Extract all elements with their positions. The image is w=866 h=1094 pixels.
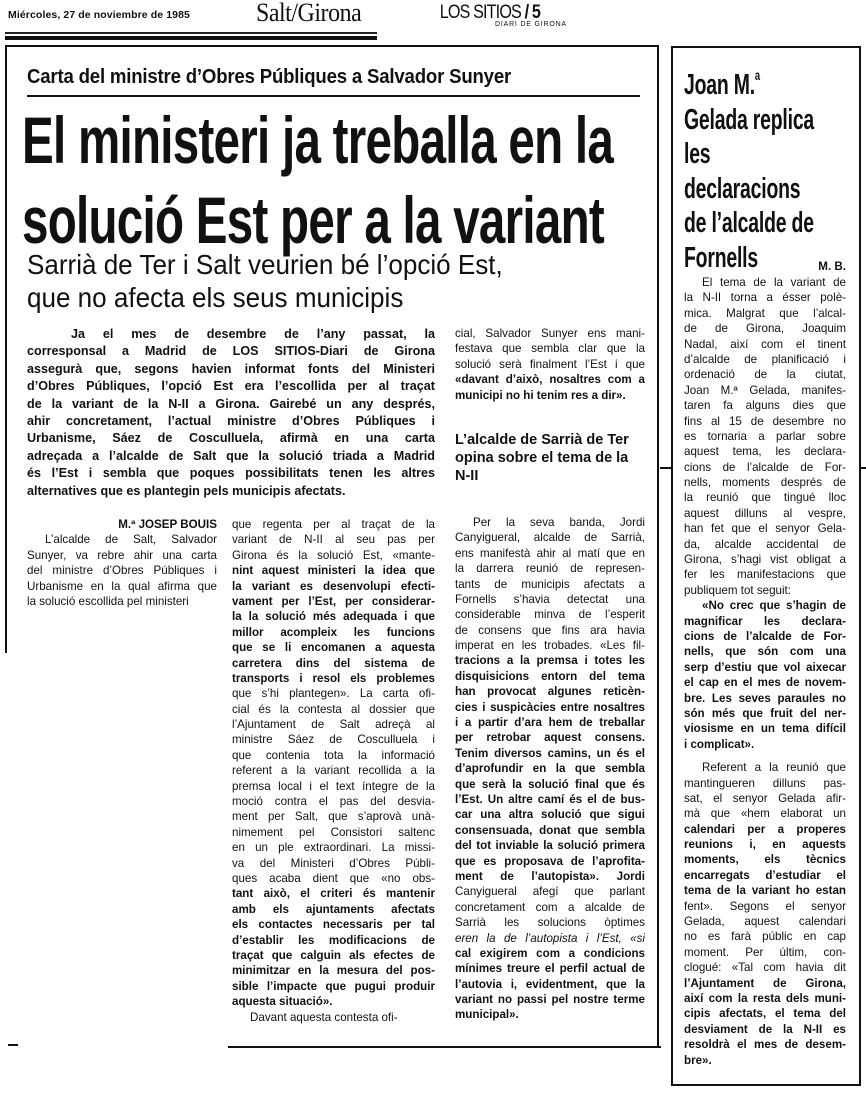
column-3-body: [455, 515, 645, 1023]
article-byline: M.ª JOSEP BOUIS: [118, 518, 217, 531]
headline-line: solució Est per a la variant: [22, 183, 604, 257]
sidebar-body-line: taren fa alguns dies que: [684, 399, 846, 413]
masthead-rule-thick: [5, 36, 377, 40]
sidebar-byline: M. B.: [818, 260, 846, 273]
newspaper-subtitle: DIARI DE GIRONA: [495, 21, 567, 28]
subheadline-line: Sarrià de Ter i Salt veurien bé l’opció Est,: [27, 249, 503, 280]
body-line: els contactes necessaris per tal: [232, 918, 435, 932]
body-line: de consens que fins ara havia: [455, 623, 645, 637]
sidebar-body-line: aquest dilluns al vespre,: [684, 506, 846, 520]
sidebar-body-line: són més que fruit del ner-: [684, 706, 846, 720]
publication-date: Miércoles, 27 de noviembre de 1985: [8, 9, 190, 21]
body-line: minimitzar en la mesura del pos-: [232, 964, 435, 978]
article-kicker: Carta del ministre d’Obres Públiques a Salvador Sunyer: [27, 66, 512, 88]
lead-line: Urbanisme, Sáez de Cosculluela, afirmà en una carta: [27, 431, 435, 446]
body-line: ment per Salt, que s’aprovà unà-: [232, 810, 435, 824]
sidebar-body-line: la reunió que tingué lloc: [684, 491, 846, 505]
sidebar-body-line: Joan M.ª Gelada, manifes-: [684, 383, 846, 397]
body-line: variant de N-II al seu pas per: [232, 533, 435, 547]
sidebar-headline-line: Fornells: [684, 241, 758, 274]
sidebar-body-line: així com la resta dels muni-: [684, 991, 846, 1005]
body-line: Girona és la solució Est, «mante-: [232, 548, 435, 562]
sidebar-body-line: desviament de la N-II es: [684, 1022, 846, 1036]
body-line: Sunyer, va rebre ahir una carta: [27, 548, 217, 562]
body-line: Davant aquesta contesta ofi-: [250, 1010, 398, 1024]
newspaper-title: LOS SITIOS: [439, 2, 521, 23]
lead-line: Ja el mes de desembre de l’any passat, la: [71, 327, 435, 341]
sidebar-body-line: reunions i, en aquests: [684, 838, 846, 852]
body-line: han provocat algunes reticèn-: [455, 685, 645, 699]
body-line: tant això, el criteri és mantenir: [232, 887, 435, 901]
article-headline: [22, 100, 614, 260]
sidebar-body-line: cipis afectats, el tema del: [684, 1007, 846, 1021]
body-line: eren la de l’autopista i l’Est, «si: [455, 931, 645, 945]
article-lead: [27, 326, 435, 500]
sidebar-body-line: el cap en el mes de novem-: [684, 676, 846, 690]
body-line: concretament com a alcalde de: [455, 900, 645, 914]
sidebar-body-line: ordenació de la ciutat,: [684, 368, 846, 382]
sidebar-body-line: l’Ajuntament de Girona,: [684, 976, 846, 990]
kicker-underline: [27, 95, 640, 97]
sidebar-body-line: cions de l’alcalde de For-: [684, 460, 846, 474]
article-frame-bottom-rule: [228, 1046, 661, 1048]
sidebar-body-line: serp d’estiu que vol aixecar: [684, 660, 846, 674]
body-line: premsa local i el text íntegre de la: [232, 779, 435, 793]
sidebar-body-line: «No crec que s’hagin de: [702, 599, 846, 613]
body-line: del tot inviable la solució primera: [455, 839, 645, 853]
body-line: que es proposava de l’aprofita-: [455, 854, 645, 868]
body-line: ques acaba dient que «no obs-: [232, 871, 435, 885]
section-title: Salt/Girona: [256, 0, 362, 27]
sidebar-body-line: bre».: [684, 1053, 712, 1067]
body-line: que contenia tota la informació: [232, 748, 435, 762]
sidebar-body-line: sat, el senyor Gelada afir-: [684, 791, 846, 805]
lead-line: adreçada a l’alcalde de Salt que la solució triada a Madrid: [27, 448, 435, 463]
body-line: car una altra solució que sigui: [455, 808, 645, 822]
body-line: moció contra el pas del desvia-: [232, 795, 435, 809]
body-line: ministre Sáez de Cosculluela i: [232, 733, 435, 747]
body-line: del ministre d’Obres Públiques i: [27, 564, 217, 578]
body-line: tants de municipis afectats a: [455, 577, 645, 591]
body-line: cal exigirem com a condicions: [455, 946, 645, 960]
body-line: ens manifestà ahir al matí que en: [455, 546, 645, 560]
body-line: millor acompleix les funcions: [232, 625, 435, 639]
ordinal-superscript: a: [754, 67, 760, 83]
sidebar-body-line: mà que «hem elaborat un: [684, 807, 846, 821]
sidebar-body-line: magnificar les declara-: [684, 614, 846, 628]
body-line: Sarrià les solucions òptimes: [455, 916, 645, 930]
body-line: solució serà finalment l’Est i que: [455, 357, 645, 371]
body-line: l’autovia i, evidentment, que la: [455, 977, 645, 991]
body-line: en un ple extraordinari. La missi-: [232, 841, 435, 855]
body-line: aquesta situació».: [232, 995, 333, 1009]
sidebar-body-line: mica. Malgrat que l’alcal-: [684, 306, 846, 320]
subtitle-line: L’alcalde de Sarrià de Ter: [455, 431, 629, 448]
sidebar-body-line: clogué: «Tal com havia dit: [684, 961, 846, 975]
sidebar-headline-line: les: [684, 138, 711, 170]
sidebar-body-line: [684, 752, 846, 760]
body-line: Per la seva banda, Jordi: [473, 515, 645, 529]
sidebar-body-line: es tornaria a parlar sobre: [684, 429, 846, 443]
sidebar-body-line: Girona, s’hagi vist obligat a: [684, 553, 846, 567]
body-line: variant no passi pel nostre terme: [455, 993, 645, 1007]
body-line: considerable minva de l’esperit: [455, 608, 645, 622]
article-frame-right-border: [657, 520, 659, 1046]
body-line: disquisicions entorn del tema: [455, 669, 645, 683]
body-line: referent a la variant recollida a la: [232, 764, 435, 778]
page-number: / 5: [524, 2, 540, 23]
sidebar-body-line: publiquem tot seguit:: [684, 583, 791, 597]
sidebar-body-line: encarregats d’estudiar el: [684, 868, 846, 882]
section-subtitle: [455, 431, 645, 485]
body-line: tracions a la premsa i totes les: [455, 654, 645, 668]
body-line: que regenta per al traçat de la: [232, 518, 435, 531]
sidebar-divider-mark: [859, 467, 866, 469]
article-column-2: [232, 517, 435, 1025]
article-subheadline: [27, 248, 622, 314]
sidebar-body-line: han fet que el senyor Gela-: [684, 522, 846, 536]
sidebar-headline-text: Joan M.: [684, 69, 755, 101]
lead-line: corresponsal a Madrid de LOS SITIOS-Diari de Girona: [27, 344, 435, 359]
body-line: la solució escollida pel ministeri: [27, 594, 189, 608]
sidebar-body-line: de de Girona, Joaquim: [684, 322, 846, 336]
sidebar-headline-line: [684, 58, 845, 103]
lead-line: assegurà que, segons havien informat fonts del Ministeri: [27, 361, 435, 376]
body-line: nimement pel Consistori saltenc: [232, 825, 435, 839]
body-line: Tenim diversos camins, un és el: [455, 746, 645, 760]
body-line: nint aquest ministeri la idea que: [232, 564, 435, 578]
body-line: traçat que calguin als efectes de: [232, 948, 435, 962]
body-line: que s’hi plantegen». La carta ofi-: [232, 687, 435, 701]
body-line: l’Est. Un altre camí és el de bus-: [455, 792, 645, 806]
sidebar-body-line: la N-II torna a ésser polè-: [684, 291, 846, 305]
body-line: transports i resol els problemes: [232, 671, 435, 685]
sidebar-headline-line: declaracions: [684, 172, 801, 205]
body-line: cial, Salvador Sunyer ens mani-: [455, 327, 645, 340]
body-line: imperat en les trobades. «Les fil-: [455, 639, 645, 653]
body-line: cial és la contesta al dossier que: [232, 702, 435, 716]
sidebar-body-line: nells, que són com una: [684, 645, 846, 659]
body-line: d’aprofundir en la que sembla: [455, 762, 645, 776]
article-column-3: [455, 326, 645, 1023]
sidebar-body-line: Referent a la reunió que: [702, 761, 846, 775]
body-line: mínimes treure el perfil actual de: [455, 962, 645, 976]
sidebar-body-line: tema de la variant ho estan: [684, 884, 846, 898]
sidebar-body-line: d’alcalde de planificació i: [684, 352, 846, 366]
sidebar-body-line: Nadal, així com el tinent: [684, 337, 846, 351]
subtitle-line: N-II: [455, 467, 479, 484]
body-line: ment de l’autopista». Jordi: [455, 869, 645, 883]
sidebar-body-line: viosisme en un tema difícil: [684, 722, 846, 736]
column-end-mark: [8, 1044, 18, 1046]
sidebar-body-line: aquest tema, les declara-: [684, 445, 846, 459]
body-line: d’establir les modificacions de: [232, 933, 435, 947]
sidebar-body-line: fins al 15 de desembre no: [684, 414, 846, 428]
sidebar-body-line: nells, moments després de: [684, 476, 846, 490]
body-line: la variant es desenvolupi efecti-: [232, 579, 435, 593]
article-column-1: [27, 517, 217, 609]
body-line: amb els ajuntaments afectats: [232, 902, 435, 916]
body-line: Canyigueral, alcalde de Sarrià,: [455, 531, 645, 545]
subtitle-line: opina sobre el tema de la: [455, 449, 629, 466]
body-line: cies i suspicàcies entre nosaltres: [455, 700, 645, 714]
body-line: Fornells s’havia detectat una: [455, 592, 645, 606]
body-line: l’Ajuntament de Salt adreçà al: [232, 718, 435, 732]
body-line: «davant d’això, nosaltres com a: [455, 373, 645, 387]
sidebar-body-line: calendari per a properes: [684, 822, 846, 836]
sidebar-headline-line: Gelada replica: [684, 103, 815, 136]
sidebar-body-line: resoldrà el mes de desem-: [684, 1038, 846, 1052]
body-line: festava que sembla clar que la: [455, 342, 645, 356]
sidebar-body-line: fer les manifestacions que: [684, 568, 846, 582]
sidebar-body-line: da, alcalde accidental de: [684, 537, 846, 551]
sidebar-body-line: i complicat».: [684, 737, 755, 751]
sidebar-body-line: mantingueren dilluns pas-: [684, 776, 846, 790]
sidebar-body-line: cions de l’alcalde de For-: [684, 629, 846, 643]
lead-line: alternatives que es plantegin pels municipis afectats.: [27, 483, 346, 498]
body-line: Canyigueral afegí que parlant: [455, 885, 645, 899]
body-line: municipal».: [455, 1008, 519, 1022]
sidebar-headline: [684, 58, 845, 275]
body-line: per retrobar aquest consens.: [455, 731, 645, 745]
masthead-rule-thin: [5, 32, 377, 34]
lead-line: de la variant de la N-II a Girona. Gairebé un any després,: [27, 396, 435, 411]
sidebar-divider-mark: [660, 467, 672, 469]
sidebar-body-line: Gelada, aquest calendari: [684, 915, 846, 929]
sidebar-body-line: bre. Les seves paraules no: [684, 691, 846, 705]
sidebar-body: [684, 275, 846, 1068]
lead-line: és l’Est i sembla que poques possibilitats tenen les altres: [27, 466, 435, 481]
body-line: sible l’impacte que pugui produir: [232, 979, 435, 993]
body-line: consensuada, donat que sembla: [455, 823, 645, 837]
body-line: L’alcalde de Salt, Salvador: [45, 533, 217, 547]
lead-line: d’Obres Públiques, l’opció Est era l’escollida per al traçat: [27, 379, 435, 394]
sidebar-body-line: fent». Segons el senyor: [684, 899, 846, 913]
sidebar-body-line: no es farà públic en cap: [684, 930, 846, 944]
body-line: carretera dins del sistema de: [232, 656, 435, 670]
body-line: municipi no hi tenim res a dir».: [455, 388, 626, 402]
sidebar-body-line: moment. Per últim, con-: [684, 945, 846, 959]
body-line: que se li encomanen a aquesta: [232, 641, 435, 655]
body-line: vament per l’Est, per considerar-: [232, 594, 435, 608]
body-line: Urbanisme en la qual afirma que: [27, 579, 217, 593]
lead-line: ahir concretament, l’actual ministre d’Obres Públiques i: [27, 413, 435, 428]
body-line: la la solució més adequada i que: [232, 610, 435, 624]
subheadline-line: que no afecta els seus municipis: [27, 282, 404, 313]
headline-line: El ministeri ja treballa en la: [22, 103, 614, 177]
sidebar-body-line: El tema de la variant de: [702, 276, 846, 289]
sidebar-body-line: moments, els tècnics: [684, 853, 846, 867]
body-line: i a partir d’ara hem de treballar: [455, 716, 645, 730]
body-line: va del Ministeri d’Obres Públi-: [232, 856, 435, 870]
sidebar-headline-line: de l’alcalde de: [684, 207, 814, 239]
body-line: la darrera reunió de represen-: [455, 562, 645, 576]
body-line: que serà la solució final que és: [455, 777, 645, 791]
